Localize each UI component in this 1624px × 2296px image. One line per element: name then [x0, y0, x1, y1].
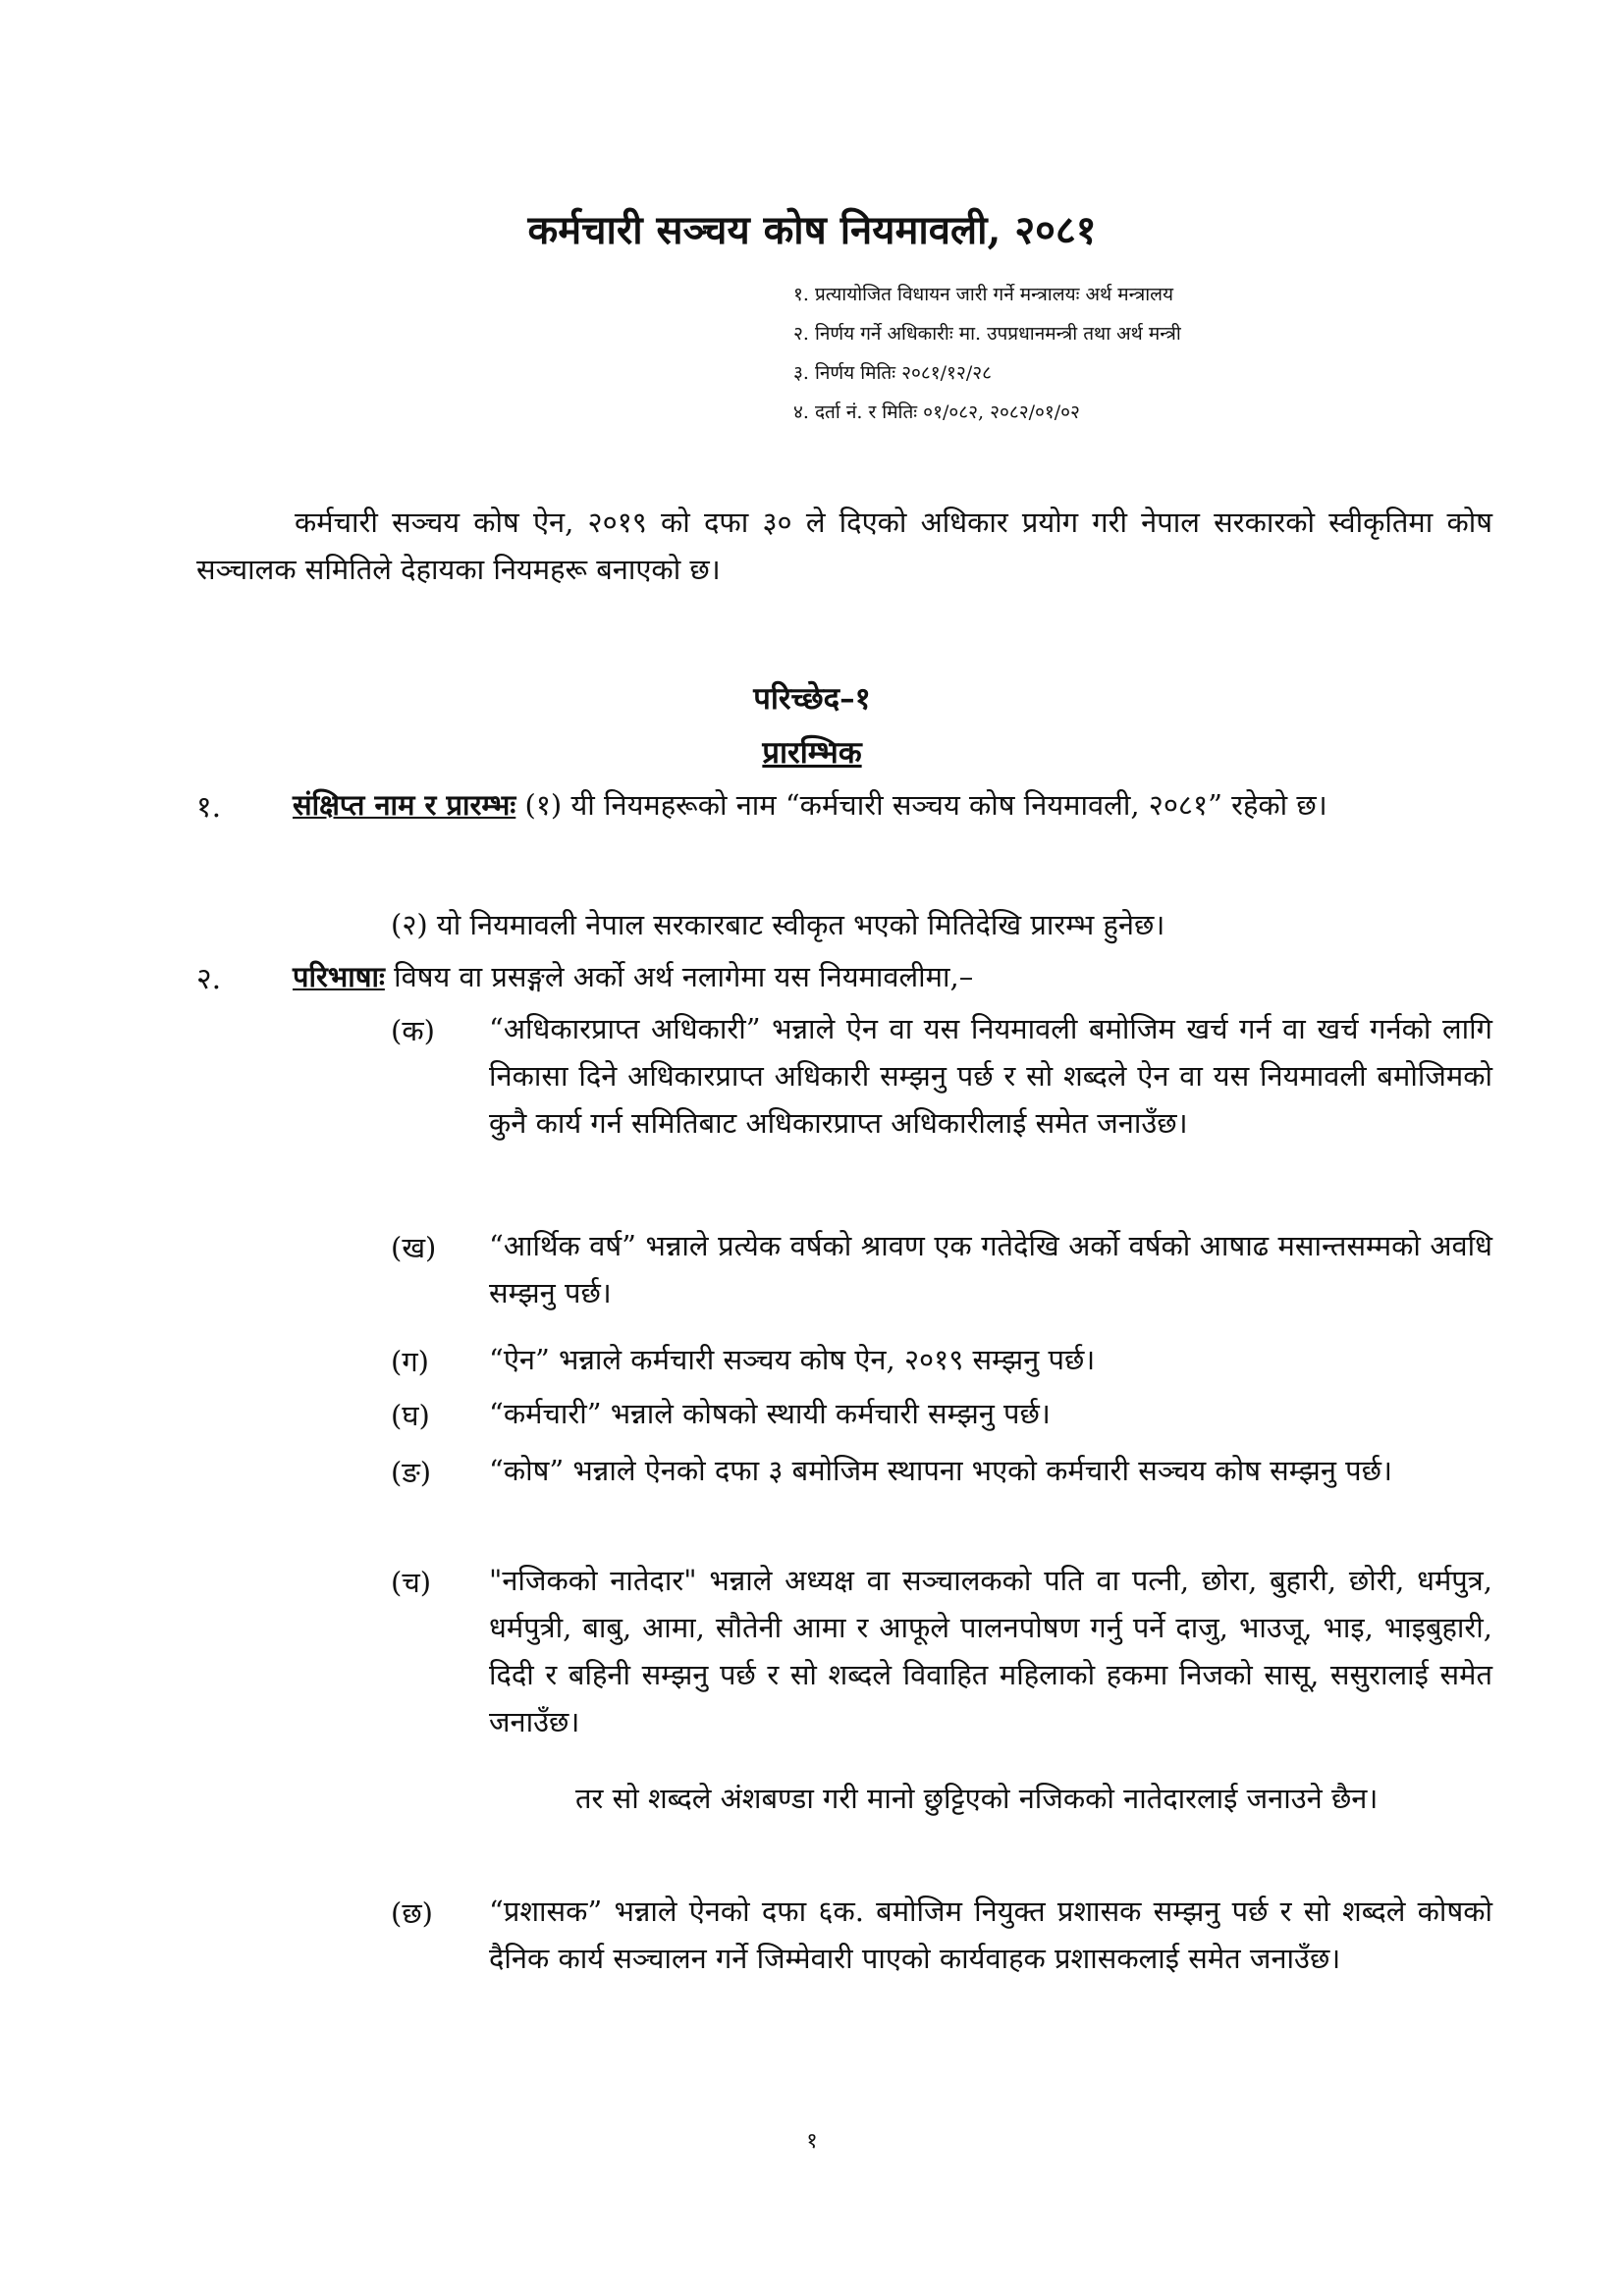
definition-label: (क): [391, 1014, 435, 1047]
meta-line: ४. दर्ता नं. र मितिः ०१/०८२, २०८२/०१/०२: [793, 401, 1080, 423]
definition-text: “आर्थिक वर्ष” भन्नाले प्रत्येक वर्षको श्रावण एक गतेदेखि अर्को वर्षको आषाढ मसान्तसम्मको अवधि सम्झनु पर्छ।: [489, 1229, 1492, 1309]
definition-label: (छ): [391, 1896, 433, 1930]
preamble-paragraph: कर्मचारी सञ्चय कोष ऐन, २०१९ को दफा ३० ले दिएको अधिकार प्रयोग गरी नेपाल सरकारको स्वीकृतिमा कोष सञ्चालक समितिले देहायका नियमहरू बनाएको छ।: [196, 506, 1492, 586]
chapter-title: प्रारम्भिक: [762, 735, 862, 771]
rule-2-intro: विषय वा प्रसङ्गले अर्को अर्थ नलागेमा यस नियमावलीमा,–: [384, 960, 974, 993]
rule-number: १.: [196, 790, 222, 825]
rule-1-clause-1: (१) यी नियमहरूको नाम “कर्मचारी सञ्चय कोष नियमावली, २०८१” रहेको छ।: [515, 788, 1327, 822]
meta-line: ३. निर्णय मितिः २०८१/१२/२८: [793, 362, 992, 384]
meta-line: २. निर्णय गर्ने अधिकारीः मा. उपप्रधानमन्त्री तथा अर्थ मन्त्री: [793, 323, 1181, 345]
rule-1-heading: संक्षिप्त नाम र प्रारम्भः: [293, 788, 516, 822]
definition-text: “अधिकारप्राप्त अधिकारी” भन्नाले ऐन वा यस नियमावली बमोजिम खर्च गर्न वा खर्च गर्नको लागि निकासा दिने अधिकारप्राप्त अधिकारी सम्झनु पर्छ र सो शब्दले ऐन वा यस नियमावली बमोजिमको कुनै कार्य गर्न समितिबाट अधिकारप्राप्त अधिकारीलाई समेत जनाउँछ।: [489, 1012, 1492, 1140]
chapter-number: परिच्छेद–१: [753, 681, 871, 717]
definition-proviso: तर सो शब्दले अंशबण्डा गरी मानो छुट्टिएको नजिकको नातेदारलाई जनाउने छैन।: [575, 1782, 1379, 1815]
metadata-block: [793, 275, 1181, 432]
definition-label: (घ): [391, 1399, 430, 1432]
definition-text: “कोष” भन्नाले ऐनको दफा ३ बमोजिम स्थापना भएको कर्मचारी सञ्चय कोष सम्झनु पर्छ।: [489, 1454, 1392, 1487]
rule-number: २.: [196, 962, 222, 996]
definition-label: (च): [391, 1566, 432, 1599]
definition-text: “प्रशासक” भन्नाले ऐनको दफा ६क. बमोजिम नियुक्त प्रशासक सम्झनु पर्छ र सो शब्दले कोषको दैनिक कार्य सञ्चालन गर्ने जिम्मेवारी पाएको कार्यवाहक प्रशासकलाई समेत जनाउँछ।: [489, 1895, 1492, 1975]
definition-text: “ऐन” भन्नाले कर्मचारी सञ्चय कोष ऐन, २०१९ सम्झनु पर्छ।: [489, 1343, 1096, 1376]
definition-text: “कर्मचारी” भन्नाले कोषको स्थायी कर्मचारी सम्झनु पर्छ।: [489, 1397, 1051, 1430]
definition-label: (ख): [391, 1231, 437, 1264]
rule-1-text: [293, 781, 1492, 828]
definition-label: (ङ): [391, 1456, 432, 1489]
definition-text: "नजिकको नातेदार" भन्नाले अध्यक्ष वा सञ्चालकको पति वा पत्नी, छोरा, बुहारी, छोरी, धर्मपुत्र, धर्मपुत्री, बाबु, आमा, सौतेनी आमा र आफूले पालनपोषण गर्नु पर्ने दाजु, भाउजू, भाइ, भाइबुहारी, दिदी र बहिनी सम्झनु पर्छ र सो शब्दले विवाहित महिलाको हकमा निजको सासू, ससुरालाई समेत जनाउँछ।: [489, 1564, 1492, 1738]
definition-label: (ग): [391, 1345, 429, 1378]
page-number: १: [806, 2129, 818, 2154]
rule-1-clause-2: (२) यो नियमावली नेपाल सरकारबाट स्वीकृत भएको मितिदेखि प्रारम्भ हुनेछ।: [391, 908, 1165, 941]
rule-2-heading: परिभाषाः: [293, 960, 385, 993]
rule-2-text: [293, 953, 1492, 1000]
document-title: कर्मचारी सञ्चय कोष नियमावली, २०८१: [527, 207, 1097, 253]
meta-line: १. प्रत्यायोजित विधायन जारी गर्ने मन्त्रालयः अर्थ मन्त्रालय: [793, 284, 1174, 305]
